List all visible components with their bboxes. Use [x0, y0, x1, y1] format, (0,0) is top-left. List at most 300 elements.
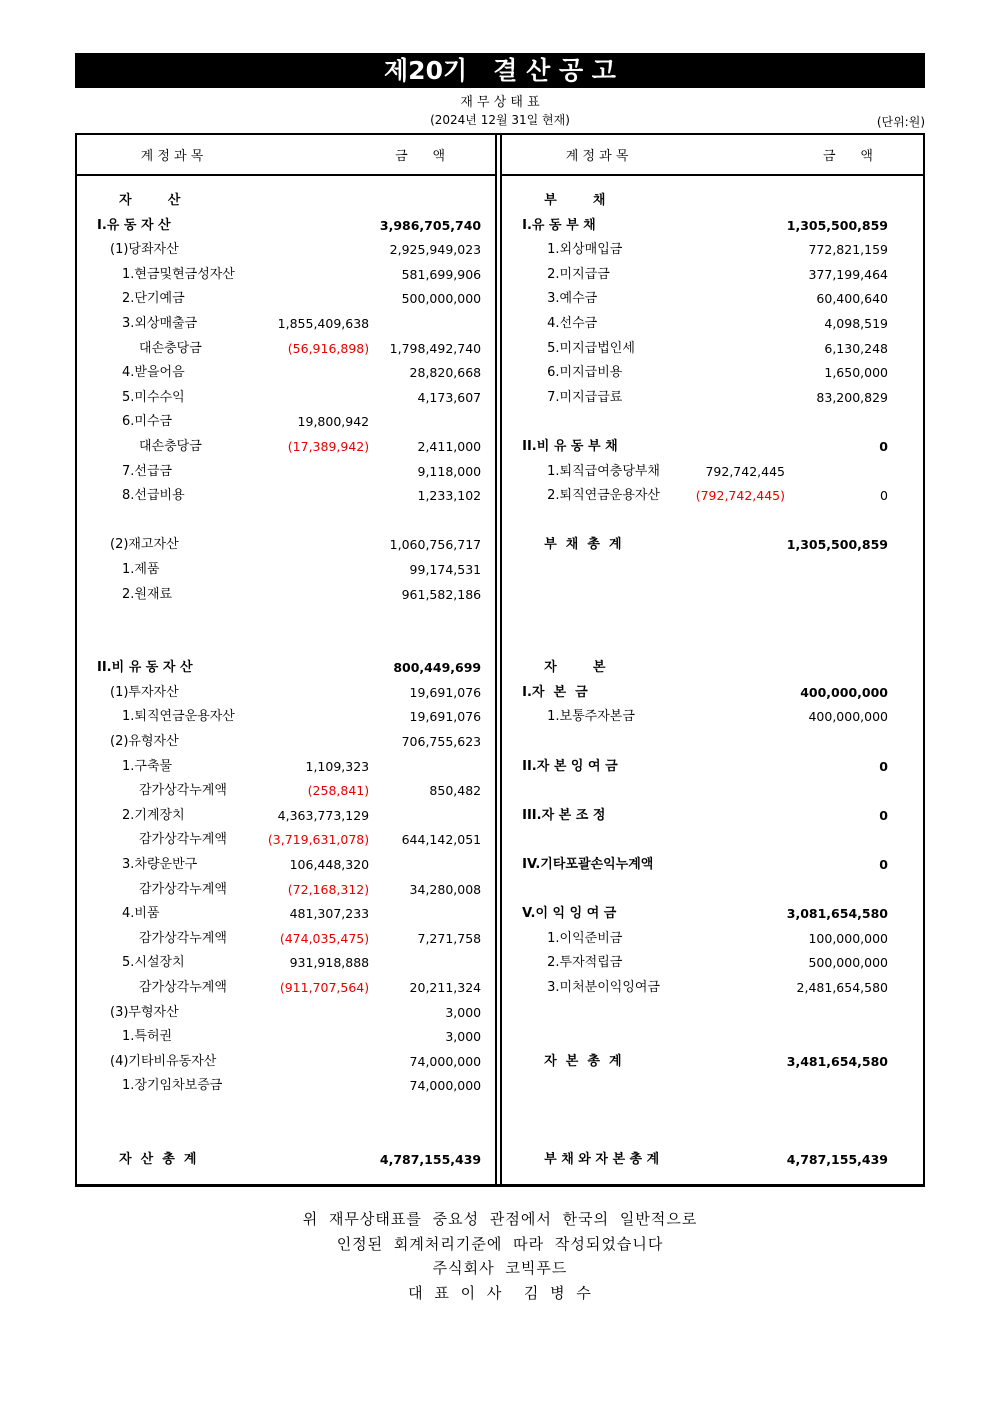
account-label	[502, 1025, 660, 1050]
account-label: 감가상각누계액	[139, 832, 227, 848]
sub-amount	[244, 1124, 369, 1149]
account-label: 2.원재료	[122, 586, 173, 602]
table-row	[502, 632, 888, 657]
table-row	[77, 853, 481, 878]
account-label: (2)재고자산	[110, 537, 179, 553]
announcement-document	[75, 53, 925, 1305]
account-label	[77, 1124, 244, 1149]
sub-amount	[660, 779, 785, 804]
amount: 83,200,829	[816, 389, 888, 405]
sub-amount	[244, 189, 369, 214]
account-label	[502, 1001, 660, 1026]
table-row	[77, 189, 481, 214]
table-row	[77, 804, 481, 829]
amount: 500,000,000	[401, 291, 482, 307]
amount	[785, 656, 888, 681]
account-label: 대손충당금	[139, 340, 202, 356]
account-label: 1.퇴직연금운용자산	[122, 709, 235, 725]
account-label: 3.미처분이익잉여금	[547, 980, 660, 995]
sub-amount	[244, 263, 369, 288]
amount: 2,411,000	[417, 438, 482, 454]
sub-amount	[660, 238, 785, 263]
amount	[369, 607, 481, 632]
table-row	[502, 1074, 888, 1099]
amount: 0	[879, 438, 888, 454]
sub-amount	[660, 189, 785, 214]
account-label: 감가상각누계액	[139, 930, 227, 946]
account-label: 4.비품	[122, 906, 160, 922]
account-label: 7.선급금	[122, 463, 173, 479]
account-label: (1)당좌자산	[110, 242, 179, 258]
table-row	[77, 312, 481, 337]
amount	[369, 951, 481, 976]
amount: 3,000	[445, 1004, 482, 1020]
account-label: 5.시설장치	[122, 955, 185, 971]
account-label: 5.미지급법인세	[547, 340, 635, 356]
amount: 6,130,248	[824, 340, 888, 356]
table-row	[77, 705, 481, 730]
amount: 1,305,500,859	[786, 537, 888, 553]
amount: 1,060,756,717	[389, 537, 482, 553]
sub-amount	[660, 681, 785, 706]
amount	[369, 509, 481, 534]
table-row	[502, 779, 888, 804]
sub-amount	[660, 1148, 785, 1173]
amount	[785, 730, 888, 755]
amount-column-header: 금 액	[395, 149, 446, 164]
sub-amount	[660, 878, 785, 903]
amount: 3,000	[445, 1029, 482, 1045]
sub-amount	[660, 730, 785, 755]
table-row	[502, 558, 888, 583]
sub-amount	[244, 681, 369, 706]
sub-amount	[660, 1124, 785, 1149]
sub-amount	[660, 755, 785, 780]
table-row	[502, 951, 888, 976]
amount: 100,000,000	[808, 930, 888, 946]
sub-amount	[660, 214, 785, 239]
account-label: 1.이익준비금	[547, 930, 623, 946]
amount	[369, 755, 481, 780]
sub-amount: (474,035,475)	[279, 930, 370, 946]
amount: 961,582,186	[401, 586, 482, 602]
amount: 74,000,000	[409, 1053, 482, 1069]
table-row	[502, 804, 888, 829]
amount: 400,000,000	[808, 709, 888, 725]
amount	[369, 853, 481, 878]
amount	[785, 1099, 888, 1124]
account-label: II.비 유 동 부 채	[522, 438, 618, 454]
footer-line: 위 재무상태표를 중요성 관점에서 한국의 일반적으로	[302, 1210, 698, 1228]
amount: 4,787,155,439	[379, 1152, 482, 1168]
amount: 2,481,654,580	[796, 980, 888, 995]
account-label: III.자 본 조 정	[522, 807, 606, 823]
account-label: V.이 익 잉 여 금	[522, 906, 617, 922]
sub-amount	[660, 607, 785, 632]
assets-body	[77, 176, 495, 1184]
account-label: 4.받을어음	[122, 365, 185, 381]
table-row	[502, 1025, 888, 1050]
amount: 850,482	[429, 783, 482, 799]
sub-amount	[244, 460, 369, 485]
table-row	[502, 287, 888, 312]
amount: 377,199,464	[808, 266, 888, 282]
table-row	[77, 1025, 481, 1050]
account-label: 부 채 와 자 본 총 계	[544, 1152, 660, 1168]
sub-amount	[660, 263, 785, 288]
account-label	[502, 509, 660, 534]
table-row	[502, 976, 888, 1001]
amount: 706,755,623	[401, 734, 482, 750]
sub-amount: 1,109,323	[305, 758, 370, 774]
account-label: 자 본	[544, 660, 606, 676]
account-label	[502, 1099, 660, 1124]
sub-amount: 4,363,773,129	[277, 807, 370, 823]
amount: 800,449,699	[393, 660, 482, 676]
account-label: (1)투자자산	[110, 684, 179, 700]
account-label	[502, 779, 660, 804]
account-label: 자 산	[119, 193, 181, 208]
table-row	[502, 1148, 888, 1173]
account-label	[502, 1124, 660, 1149]
table-row	[77, 287, 481, 312]
sub-amount: 481,307,233	[289, 906, 370, 922]
table-row	[502, 927, 888, 952]
assets-column	[77, 135, 495, 1184]
amount: 0	[879, 758, 888, 774]
sub-amount: (56,916,898)	[287, 340, 370, 356]
sub-amount: (3,719,631,078)	[267, 832, 370, 848]
table-row	[502, 410, 888, 435]
table-row	[77, 1148, 481, 1173]
sub-amount	[244, 214, 369, 239]
account-label	[502, 607, 660, 632]
account-label	[502, 583, 660, 608]
table-row	[77, 828, 481, 853]
table-row	[502, 902, 888, 927]
sub-amount: (258,841)	[307, 783, 370, 799]
sub-amount	[244, 656, 369, 681]
account-label: 6.미수금	[122, 414, 173, 430]
amount	[785, 779, 888, 804]
account-label	[502, 558, 660, 583]
amount: 0	[879, 807, 888, 823]
account-label: II.비 유 동 자 산	[97, 660, 193, 676]
account-label: 자 본 총 계	[544, 1053, 622, 1069]
amount: 19,691,076	[409, 684, 482, 700]
table-row	[502, 435, 888, 460]
table-row	[502, 189, 888, 214]
table-row	[77, 509, 481, 534]
table-row	[502, 263, 888, 288]
account-label: 1.제품	[122, 561, 160, 577]
sub-amount	[660, 1025, 785, 1050]
table-row	[77, 263, 481, 288]
account-label: 감가상각누계액	[139, 980, 227, 995]
account-label: 1.장기임차보증금	[122, 1078, 223, 1094]
account-label: 6.미지급비용	[547, 365, 623, 381]
account-label: 부 채	[544, 193, 606, 208]
liabilities-header-row	[502, 135, 923, 176]
ceo-name: 대 표 이 사 김 병 수	[408, 1283, 592, 1302]
table-row	[77, 927, 481, 952]
table-row	[77, 1124, 481, 1149]
sub-amount	[660, 509, 785, 534]
table-row	[77, 681, 481, 706]
account-label	[502, 632, 660, 657]
table-row	[77, 460, 481, 485]
amount: 74,000,000	[409, 1078, 482, 1094]
sub-amount	[660, 632, 785, 657]
account-label	[77, 607, 244, 632]
account-label: 1.현금및현금성자산	[122, 266, 235, 282]
sub-amount: (911,707,564)	[279, 980, 370, 995]
double-line-divider	[495, 135, 502, 1184]
sub-amount	[244, 1001, 369, 1026]
sub-amount: 792,742,445	[705, 463, 785, 479]
account-label: 1.특허권	[122, 1029, 173, 1045]
amount: 4,098,519	[824, 315, 888, 331]
table-row	[77, 632, 481, 657]
table-row	[77, 1099, 481, 1124]
table-row	[502, 853, 888, 878]
table-row	[502, 828, 888, 853]
table-row	[77, 386, 481, 411]
sub-amount	[244, 583, 369, 608]
table-row	[502, 361, 888, 386]
account-label: IV.기타포괄손익누계액	[522, 857, 654, 873]
amount	[785, 410, 888, 435]
amount	[785, 1025, 888, 1050]
sub-amount: 931,918,888	[289, 955, 370, 971]
account-label: 1.보통주자본금	[547, 709, 635, 725]
sub-amount	[244, 705, 369, 730]
account-label: II.자 본 잉 여 금	[522, 758, 618, 774]
amount: 4,787,155,439	[786, 1152, 888, 1168]
amount: 500,000,000	[808, 955, 888, 971]
sub-amount	[244, 484, 369, 509]
table-row	[502, 705, 888, 730]
amount	[369, 632, 481, 657]
account-label: I.유 동 부 채	[522, 217, 596, 233]
account-label: 4.선수금	[547, 315, 598, 331]
table-row	[77, 238, 481, 263]
amount	[785, 1001, 888, 1026]
sub-amount	[244, 238, 369, 263]
unit-label: (단위:원)	[876, 115, 925, 129]
table-row	[77, 730, 481, 755]
sub-amount	[660, 705, 785, 730]
account-label: 감가상각누계액	[139, 783, 227, 799]
sub-amount	[660, 337, 785, 362]
sub-amount	[660, 583, 785, 608]
account-label: 대손충당금	[139, 438, 202, 454]
sub-amount	[244, 386, 369, 411]
account-label: 8.선급비용	[122, 488, 185, 504]
amount: 1,233,102	[417, 488, 482, 504]
sub-amount	[244, 533, 369, 558]
amount: 1,798,492,740	[389, 340, 482, 356]
account-label: 2.투자적립금	[547, 955, 623, 971]
report-name: 재 무 상 태 표	[460, 95, 540, 110]
sub-amount	[244, 1050, 369, 1075]
amount: 7,271,758	[417, 930, 482, 946]
sub-amount	[660, 533, 785, 558]
amount: 19,691,076	[409, 709, 482, 725]
account-label: 1.외상매입금	[547, 242, 623, 258]
account-label: 2.기계장치	[122, 807, 185, 823]
sub-amount	[660, 312, 785, 337]
sub-amount	[660, 361, 785, 386]
table-row	[77, 779, 481, 804]
amount: 3,081,654,580	[786, 906, 888, 922]
amount	[785, 583, 888, 608]
amount: 60,400,640	[816, 291, 888, 307]
sub-amount	[660, 1074, 785, 1099]
account-label: 1.구축물	[122, 758, 173, 774]
sub-amount	[660, 287, 785, 312]
table-row	[502, 337, 888, 362]
meta-row	[75, 111, 925, 131]
table-row	[502, 1124, 888, 1149]
footer-statement	[75, 1207, 925, 1305]
sub-amount	[660, 410, 785, 435]
table-row	[77, 878, 481, 903]
amount: 4,173,607	[417, 389, 482, 405]
table-row	[502, 460, 888, 485]
sub-amount	[244, 509, 369, 534]
sub-amount	[244, 287, 369, 312]
table-row	[502, 484, 888, 509]
amount: 99,174,531	[409, 561, 482, 577]
table-row	[77, 755, 481, 780]
amount: 28,820,668	[409, 365, 482, 381]
amount-column-header: 금 액	[823, 149, 873, 164]
liabilities-equity-body	[502, 176, 923, 1184]
sub-amount	[660, 902, 785, 927]
table-row	[502, 1050, 888, 1075]
table-row	[77, 656, 481, 681]
assets-header-row	[77, 135, 495, 176]
account-label: 감가상각누계액	[139, 881, 227, 897]
table-row	[77, 976, 481, 1001]
table-row	[77, 337, 481, 362]
table-row	[77, 361, 481, 386]
account-label: 1.퇴직급여충당부채	[547, 463, 660, 479]
account-label	[502, 410, 660, 435]
amount	[369, 189, 481, 214]
account-label: 3.차량운반구	[122, 857, 198, 873]
sub-amount	[660, 951, 785, 976]
account-label	[502, 828, 660, 853]
account-label: (3)무형자산	[110, 1004, 179, 1020]
table-row	[502, 509, 888, 534]
account-column-header: 계 정 과 목	[565, 149, 629, 164]
amount: 2,925,949,023	[389, 242, 482, 258]
table-row	[502, 533, 888, 558]
table-row	[502, 681, 888, 706]
table-row	[502, 878, 888, 903]
table-row	[502, 656, 888, 681]
amount	[785, 558, 888, 583]
table-row	[77, 533, 481, 558]
table-row	[77, 902, 481, 927]
as-of-date: (2024년 12월 31일 현재)	[430, 113, 570, 127]
amount: 3,986,705,740	[379, 217, 482, 233]
sub-amount	[660, 927, 785, 952]
account-label: 2.퇴직연금운용자산	[547, 488, 660, 504]
table-row	[502, 386, 888, 411]
table-row	[77, 214, 481, 239]
amount	[369, 1124, 481, 1149]
account-label	[77, 1099, 244, 1124]
account-label: 자 산 총 계	[119, 1152, 197, 1168]
amount: 0	[880, 488, 888, 504]
sub-amount	[244, 730, 369, 755]
sub-amount: (72,168,312)	[287, 881, 370, 897]
account-label: (4)기타비유동자산	[110, 1053, 217, 1069]
account-label: 2.단기예금	[122, 291, 185, 307]
sub-amount: (792,742,445)	[695, 488, 785, 504]
amount: 0	[879, 857, 888, 873]
account-label: I.자 본 금	[522, 684, 588, 700]
sub-amount	[660, 1001, 785, 1026]
page-title: 제20기 결 산 공 고	[75, 53, 925, 88]
account-label	[502, 730, 660, 755]
account-label: 부 채 총 계	[544, 537, 622, 553]
sub-amount	[244, 1025, 369, 1050]
table-row	[77, 410, 481, 435]
account-label: (2)유형자산	[110, 734, 179, 750]
amount	[369, 902, 481, 927]
table-row	[77, 951, 481, 976]
sub-amount	[660, 853, 785, 878]
table-row	[502, 607, 888, 632]
amount	[785, 189, 888, 214]
table-row	[502, 583, 888, 608]
amount: 644,142,051	[401, 832, 482, 848]
amount: 1,650,000	[824, 365, 888, 381]
sub-amount	[660, 804, 785, 829]
table-row	[502, 1099, 888, 1124]
sub-amount	[244, 558, 369, 583]
amount: 3,481,654,580	[786, 1053, 888, 1069]
amount	[369, 1099, 481, 1124]
table-row	[502, 730, 888, 755]
table-row	[77, 1001, 481, 1026]
amount: 9,118,000	[417, 463, 482, 479]
account-label: 3.예수금	[547, 291, 598, 307]
sub-amount	[660, 976, 785, 1001]
account-label: 5.미수수익	[122, 389, 185, 405]
sub-amount	[660, 1050, 785, 1075]
table-row	[77, 435, 481, 460]
table-row	[502, 214, 888, 239]
amount	[785, 607, 888, 632]
amount	[785, 460, 888, 485]
sub-amount	[244, 1148, 369, 1173]
amount: 1,305,500,859	[786, 217, 888, 233]
table-row	[502, 312, 888, 337]
amount	[785, 632, 888, 657]
sub-amount: 106,448,320	[289, 857, 370, 873]
sub-amount	[660, 435, 785, 460]
footer-line: 인정된 회계처리기준에 따라 작성되었습니다	[336, 1234, 664, 1253]
amount: 581,699,906	[401, 266, 482, 282]
account-label	[502, 1074, 660, 1099]
sub-amount	[660, 386, 785, 411]
amount	[369, 312, 481, 337]
